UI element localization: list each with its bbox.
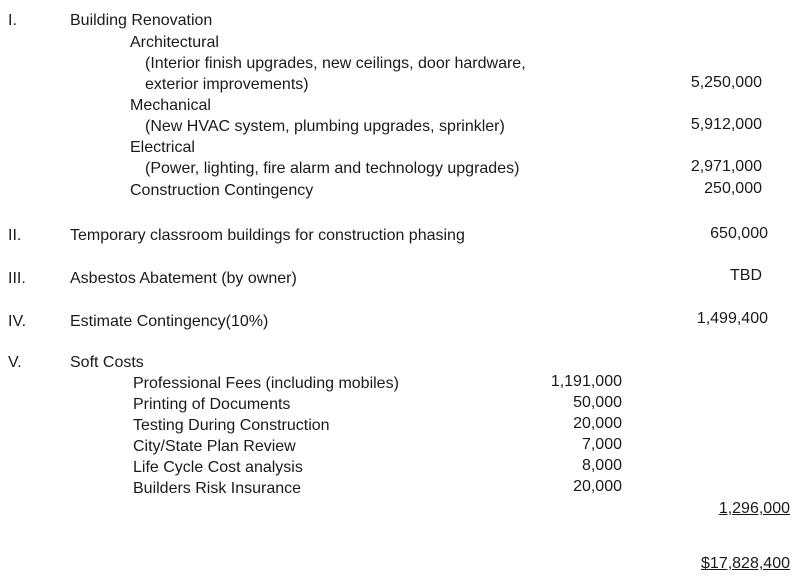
section-4-numeral: IV. [8,313,27,330]
builders-risk-amount: 20,000 [573,478,622,495]
grand-total: $17,828,400 [701,555,790,572]
architectural-amount: 5,250,000 [690,74,762,91]
section-3-amount: TBD [730,267,762,284]
professional-fees-label: Professional Fees (including mobiles) [133,375,399,392]
soft-costs-subtotal: 1,296,000 [718,500,790,517]
mechanical-label: Mechanical [130,97,211,114]
section-4-title: Estimate Contingency(10%) [70,313,269,330]
printing-documents-amount: 50,000 [573,394,622,411]
testing-construction-amount: 20,000 [573,415,622,432]
construction-contingency-amount: 250,000 [704,180,762,197]
mechanical-amount: 5,912,000 [690,116,762,133]
section-2-numeral: II. [8,227,22,244]
section-3-title: Asbestos Abatement (by owner) [70,270,297,287]
architectural-description-line-2: exterior improvements) [145,76,309,93]
professional-fees-amount: 1,191,000 [550,373,622,390]
mechanical-description: (New HVAC system, plumbing upgrades, sprinkler) [145,118,505,135]
life-cycle-cost-label: Life Cycle Cost analysis [133,459,303,476]
plan-review-label: City/State Plan Review [133,438,296,455]
section-5-title: Soft Costs [70,354,144,371]
plan-review-amount: 7,000 [581,436,622,453]
electrical-description: (Power, lighting, fire alarm and technology upgrades) [145,160,520,177]
architectural-label: Architectural [130,34,219,51]
construction-contingency-label: Construction Contingency [130,182,314,199]
builders-risk-label: Builders Risk Insurance [133,480,302,497]
section-2-amount: 650,000 [710,225,768,242]
printing-documents-label: Printing of Documents [133,396,291,413]
electrical-amount: 2,971,000 [690,158,762,175]
section-5-numeral: V. [8,354,22,371]
testing-construction-label: Testing During Construction [133,417,330,434]
electrical-label: Electrical [130,139,195,156]
section-2-title: Temporary classroom buildings for construction phasing [70,227,465,244]
section-1-title: Building Renovation [70,12,213,29]
architectural-description-line-1: (Interior finish upgrades, new ceilings, door hardware, [145,55,526,72]
section-4-amount: 1,499,400 [696,310,768,327]
section-1-numeral: I. [8,12,17,29]
life-cycle-cost-amount: 8,000 [581,457,622,474]
section-3-numeral: III. [8,270,26,287]
